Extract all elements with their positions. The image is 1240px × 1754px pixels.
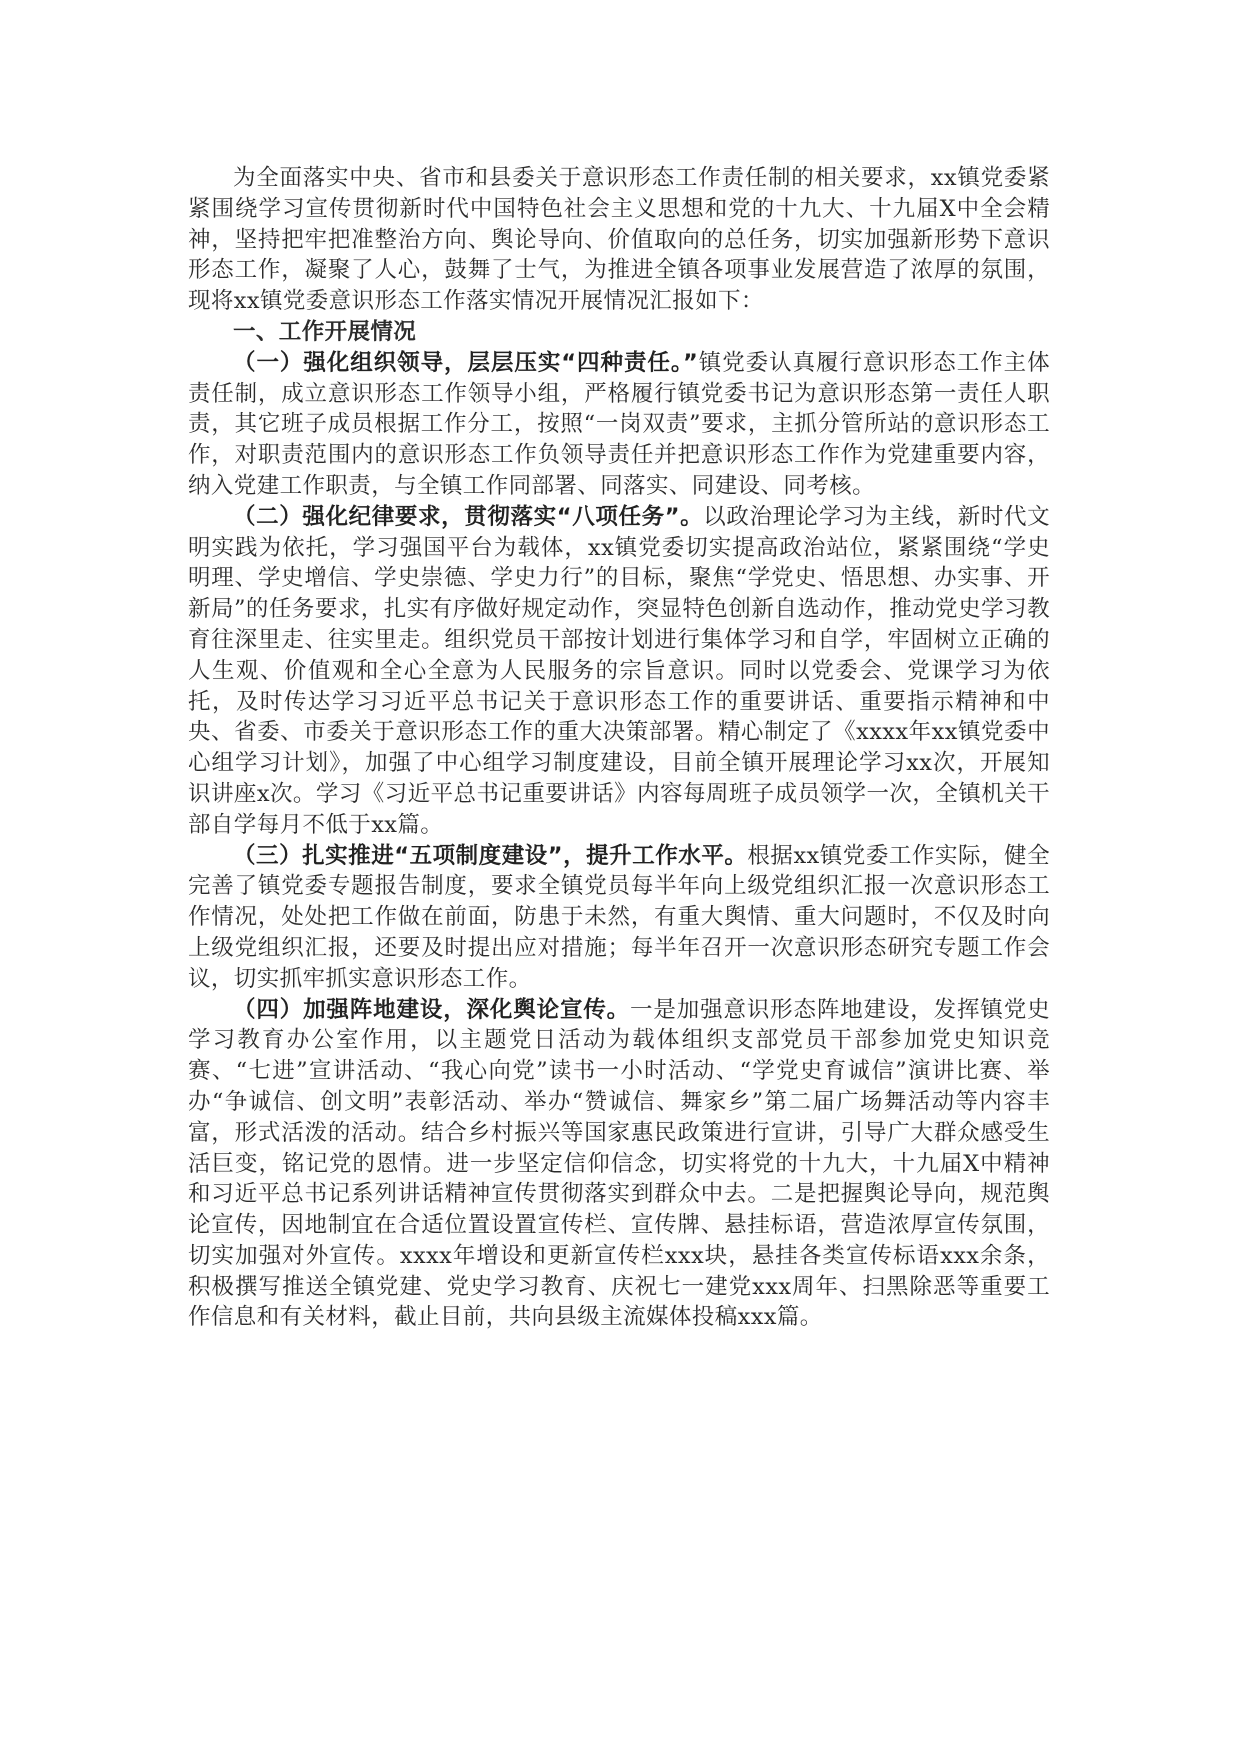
item-title-4: （四）加强阵地建设，深化舆论宣传。 — [233, 996, 631, 1023]
item-title-2: （二）强化纪律要求，贯彻落实“八项任务”。 — [233, 503, 704, 530]
item-paragraph-1 — [188, 348, 1050, 502]
item-body-2: 以政治理论学习为主线，新时代文明实践为依托，学习强国平台为载体，xx镇党委切实提高政治站位，紧紧围绕“学史明理、学史增信、学史崇德、学史力行”的目标，聚焦“学党史、悟思想、办实事、开新局”的任务要求，扎实有序做好规定动作，突显特色创新自选动作，推动党史学习教育往深里走、往实里走。组织党员干部按计划进行集体学习和自学，牢固树立正确的人生观、价值观和全心全意为人民服务的宗旨意识。同时以党委会、党课学习为依托，及时传达学习习近平总书记关于意识形态工作的重要讲话、重要指示精神和中央、省委、市委关于意识形态工作的重大决策部署。精心制定了《xxxx年xx镇党委中心组学习计划》，加强了中心组学习制度建设，目前全镇开展理论学习xx次，开展知识讲座x次。学习《习近平总书记重要讲话》内容每周班子成员领学一次，全镇机关干部自学每月不低于xx篇。 — [188, 503, 1051, 838]
intro-paragraph: 为全面落实中央、省市和县委关于意识形态工作责任制的相关要求，xx镇党委紧紧围绕学习宣传贯彻新时代中国特色社会主义思想和党的十九大、十九届X中全会精神，坚持把牢把准整治方向、舆论导向、价值取向的总任务，切实加强新形势下意识形态工作，凝聚了人心，鼓舞了士气，为推进全镇各项事业发展营造了浓厚的氛围，现将xx镇党委意识形态工作落实情况开展情况汇报如下： — [188, 165, 1050, 315]
document-body — [188, 163, 1050, 1333]
item-title-3: （三）扎实推进“五项制度建设”，提升工作水平。 — [233, 842, 748, 869]
item-body-3: 根据xx镇党委工作实际，健全完善了镇党委专题报告制度，要求全镇党员每半年向上级党组织汇报一次意识形态工作情况，处处把工作做在前面，防患于未然，有重大舆情、重大问题时，不仅及时向上级党组织汇报，还要及时提出应对措施；每半年召开一次意识形态研究专题工作会议，切实抓牢抓实意识形态工作。 — [188, 842, 1050, 992]
item-paragraph-3 — [188, 841, 1050, 995]
item-paragraph-2 — [188, 502, 1050, 841]
item-paragraph-4 — [188, 995, 1050, 1334]
section-heading: 一、工作开展情况 — [233, 318, 417, 345]
item-body-1: 镇党委认真履行意识形态工作主体责任制，成立意识形态工作领导小组，严格履行镇党委书记为意识形态第一责任人职责，其它班子成员根据工作分工，按照“一岗双责”要求，主抓分管所站的意识形态工作，对职责范围内的意识形态工作负领导责任并把意识形态工作作为党建重要内容，纳入党建工作职责，与全镇工作同部署、同落实、同建设、同考核。 — [188, 349, 1050, 499]
item-body-4: 一是加强意识形态阵地建设，发挥镇党史学习教育办公室作用，以主题党日活动为载体组织支部党员干部参加党史知识竞赛、“七进”宣讲活动、“我心向党”读书一小时活动、“学党史育诚信”演讲比赛、举办“争诚信、创文明”表彰活动、举办“赞诚信、舞家乡”第二届广场舞活动等内容丰富，形式活泼的活动。结合乡村振兴等国家惠民政策进行宣讲，引导广大群众感受生活巨变，铭记党的恩情。进一步坚定信仰信念，切实将党的十九大，十九届X中精神和习近平总书记系列讲话精神宣传贯彻落实到群众中去。二是把握舆论导向，规范舆论宣传，因地制宜在合适位置设置宣传栏、宣传牌、悬挂标语，营造浓厚宣传氛围，切实加强对外宣传。xxxx年增设和更新宣传栏xxx块，悬挂各类宣传标语xxx余条，积极撰写推送全镇党建、党史学习教育、庆祝七一建党xxx周年、扫黑除恶等重要工作信息和有关材料，截止目前，共向县级主流媒体投稿xxx篇。 — [188, 996, 1050, 1331]
item-title-1: （一）强化组织领导，层层压实“四种责任。” — [233, 349, 699, 376]
